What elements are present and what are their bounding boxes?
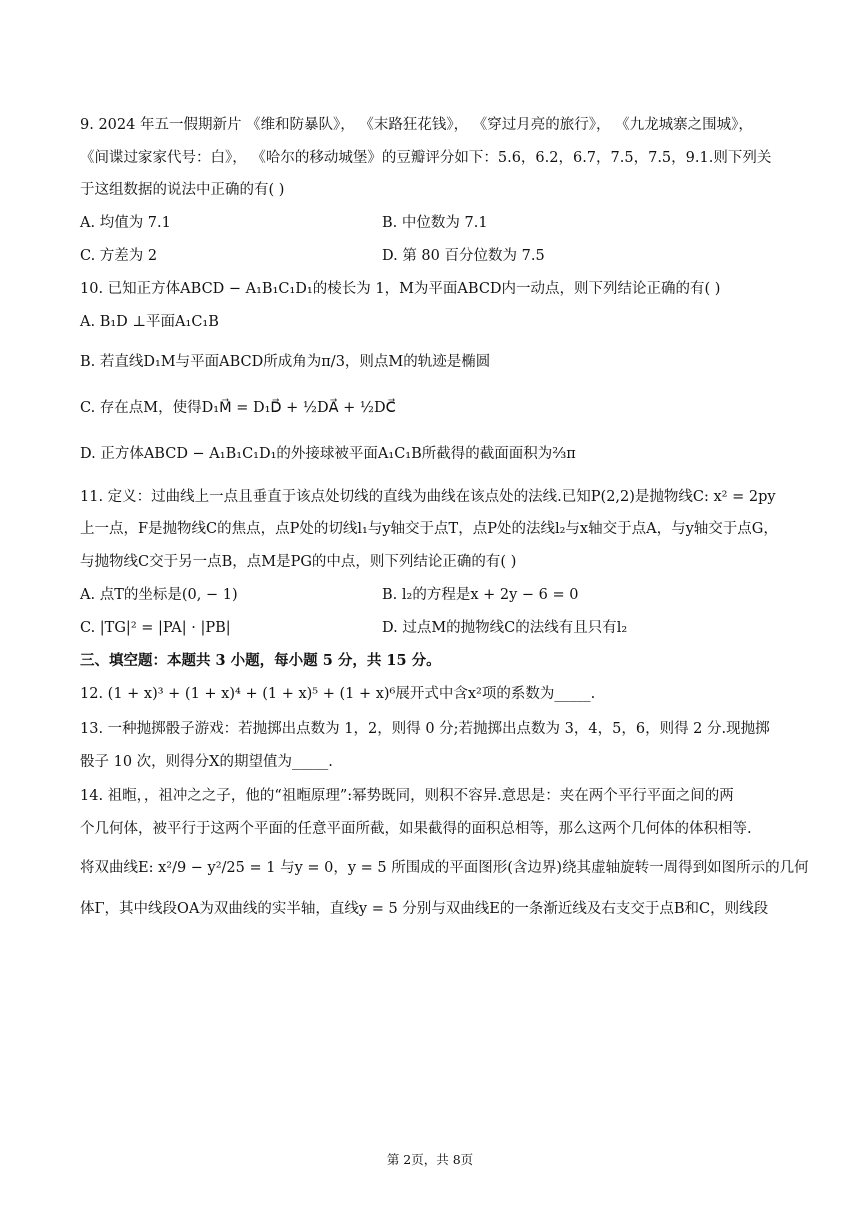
q11-option-d: D. 过点M的抛物线C的法线有且只有l₂ (382, 620, 628, 636)
q11-option-b: B. l₂的方程是x + 2y − 6 = 0 (382, 587, 579, 603)
q13-stem-line1: 13. 一种抛掷骰子游戏：若抛掷出点数为 1，2，则得 0 分;若抛掷出点数为 3，4，5，6，则得 2 分.现抛掷 (80, 721, 770, 737)
q11-stem-line1: 11. 定义：过曲线上一点且垂直于该点处切线的直线为曲线在该点处的法线.已知P(2,2)是抛物线C: x² = 2py (80, 489, 776, 505)
q11-stem-line3: 与抛物线C交于另一点B，点M是PG的中点，则下列结论正确的有( ) (80, 554, 517, 570)
q9-option-b: B. 中位数为 7.1 (382, 215, 488, 231)
q9-option-d: D. 第 80 百分位数为 7.5 (382, 248, 545, 264)
q10-option-c: C. 存在点M，使得D₁M⃗ = D₁D⃗ + ½DA⃗ + ½DC⃗ (80, 400, 396, 416)
q10-option-b: B. 若直线D₁M与平面ABCD所成角为π/3，则点M的轨迹是椭圆 (80, 354, 491, 370)
q11-option-c: C. |TG|² = |PA| · |PB| (80, 620, 231, 636)
q12-stem: 12. (1 + x)³ + (1 + x)⁴ + (1 + x)⁵ + (1 + x)⁶展开式中含x²项的系数为_____. (80, 686, 596, 702)
q10-option-a: A. B₁D ⊥平面A₁C₁B (80, 314, 219, 330)
q9-stem-line3: 于这组数据的说法中正确的有( ) (80, 182, 285, 198)
page-footer: 第 2页，共 8页 (386, 1152, 474, 1167)
q9-option-c: C. 方差为 2 (80, 248, 158, 264)
q10-option-d: D. 正方体ABCD − A₁B₁C₁D₁的外接球被平面A₁C₁B所截得的截面面积为⅔π (80, 446, 576, 462)
q13-stem-line2: 骰子 10 次，则得分X的期望值为_____. (80, 754, 333, 770)
q9-option-a: A. 均值为 7.1 (80, 215, 171, 231)
section-heading: 三、填空题：本题共 3 小题，每小题 5 分，共 15 分。 (80, 652, 441, 669)
q14-stem-line3: 将双曲线E: x²/9 − y²/25 = 1 与y = 0，y = 5 所围成的平面图形(含边界)绕其虚轴旋转一周得到如图所示的几何 (80, 860, 809, 876)
q11-stem-line2: 上一点，F是抛物线C的焦点，点P处的切线l₁与y轴交于点T，点P处的法线l₂与x轴交于点A，与y轴交于点G， (80, 521, 778, 537)
q14-stem-line4: 体Γ，其中线段OA为双曲线的实半轴，直线y = 5 分别与双曲线E的一条渐近线及右支交于点B和C，则线段 (80, 901, 769, 917)
q10-stem: 10. 已知正方体ABCD − A₁B₁C₁D₁的棱长为 1，M为平面ABCD内一动点，则下列结论正确的有( ) (80, 281, 721, 297)
q11-option-a: A. 点T的坐标是(0, − 1) (80, 587, 238, 603)
q14-stem-line2: 个几何体，被平行于这两个平面的任意平面所截，如果截得的面积总相等，那么这两个几何体的体积相等. (80, 821, 752, 837)
q9-stem-line2: 《间谍过家家代号：白》， 《哈尔的移动城堡》的豆瓣评分如下：5.6，6.2，6.7，7.5，7.5，9.1.则下列关 (80, 150, 772, 166)
q14-stem-line1: 14. 祖暅，，祖冲之之子，他的“祖暅原理”:幂势既同，则积不容异.意思是：夹在两个平行平面之间的两 (80, 788, 734, 804)
q9-stem-line1: 9. 2024 年五一假期新片 《维和防暴队》， 《末路狂花钱》， 《穿过月亮的旅行》， 《九龙城寨之围城》， (80, 117, 753, 133)
